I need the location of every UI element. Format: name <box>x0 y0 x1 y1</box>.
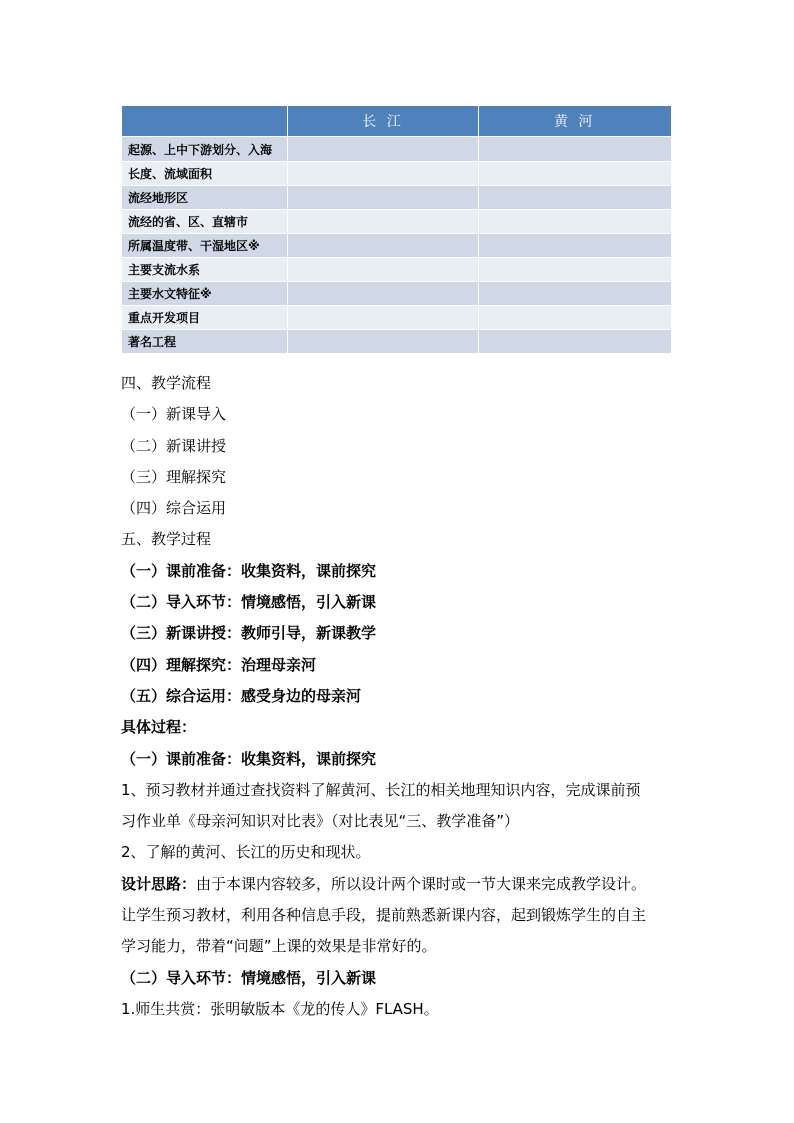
table-row <box>122 234 671 258</box>
table-row <box>122 306 671 330</box>
header-blank <box>122 106 288 137</box>
row-label: 流经地形区 <box>122 186 288 210</box>
cell-yellow-river <box>479 186 671 210</box>
process-item: （五）综合运用：感受身边的母亲河 <box>121 686 362 705</box>
process-item: （三）新课讲授：教师引导，新课教学 <box>121 624 377 643</box>
table-row <box>122 137 671 162</box>
design-label: 设计思路： <box>121 874 197 893</box>
cell-yangtze <box>288 162 479 186</box>
cell-yangtze <box>288 137 479 162</box>
row-label: 所属温度带、干湿地区※ <box>122 234 288 258</box>
table-row <box>122 162 671 186</box>
design-text: 由于本课内容较多，所以设计两个课时或一节大课来完成教学设计。 <box>196 874 647 893</box>
table-row <box>122 330 671 354</box>
cell-yellow-river <box>479 137 671 162</box>
comparison-table <box>121 106 671 354</box>
row-label: 著名工程 <box>122 330 288 354</box>
cell-yangtze <box>288 306 479 330</box>
body-text <box>121 368 681 1025</box>
list-item: 1.师生共赏：张明敏版本《龙的传人》FLASH。 <box>121 999 439 1018</box>
paragraph-line <box>121 869 681 900</box>
cell-yangtze <box>288 330 479 354</box>
table-row <box>122 210 671 234</box>
process-item: （四）理解探究：治理母亲河 <box>121 655 317 674</box>
cell-yangtze <box>288 258 479 282</box>
section-heading: （二）导入环节：情境感悟，引入新课 <box>121 968 377 987</box>
header-yellow-river: 黄 河 <box>479 106 671 137</box>
cell-yellow-river <box>479 306 671 330</box>
cell-yellow-river <box>479 258 671 282</box>
cell-yellow-river <box>479 162 671 186</box>
row-label: 流经的省、区、直辖市 <box>122 210 288 234</box>
paragraph-line: 让学生预习教材，利用各种信息手段，提前熟悉新课内容，起到锻炼学生的自主 <box>121 906 647 925</box>
cell-yellow-river <box>479 234 671 258</box>
cell-yangtze <box>288 234 479 258</box>
process-item: （二）导入环节：情境感悟，引入新课 <box>121 593 377 612</box>
flow-item: （三）理解探究 <box>121 467 227 486</box>
cell-yellow-river <box>479 282 671 306</box>
row-label: 重点开发项目 <box>122 306 288 330</box>
paragraph-line: 习作业单《母亲河知识对比表》（对比表见“三、教学准备”） <box>121 812 520 831</box>
flow-item: （四）综合运用 <box>121 499 227 518</box>
header-yangtze: 长 江 <box>288 106 479 137</box>
row-label: 长度、流域面积 <box>122 162 288 186</box>
table-row <box>122 282 671 306</box>
table-row <box>122 186 671 210</box>
paragraph-history: 2、了解的黄河、长江的历史和现状。 <box>121 843 371 862</box>
cell-yangtze <box>288 282 479 306</box>
row-label: 主要水文特征※ <box>122 282 288 306</box>
heading-teaching-process: 五、教学过程 <box>121 530 212 549</box>
flow-item: （一）新课导入 <box>121 405 227 424</box>
heading-teaching-flow: 四、教学流程 <box>121 374 212 392</box>
cell-yangtze <box>288 186 479 210</box>
paragraph-design <box>121 869 681 963</box>
table-row <box>122 258 671 282</box>
row-label: 起源、上中下游划分、入海 <box>122 137 288 162</box>
heading-specific-process: 具体过程： <box>121 718 197 737</box>
table-header-row <box>122 106 671 137</box>
row-label: 主要支流水系 <box>122 258 288 282</box>
flow-item: （二）新课讲授 <box>121 436 227 455</box>
cell-yangtze <box>288 210 479 234</box>
process-item: （一）课前准备：收集资料，课前探究 <box>121 561 377 580</box>
paragraph-preview <box>121 775 681 838</box>
cell-yellow-river <box>479 330 671 354</box>
cell-yellow-river <box>479 210 671 234</box>
paragraph-line: 学习能力，带着“问题”上课的效果是非常好的。 <box>121 937 437 956</box>
section-heading: （一）课前准备：收集资料，课前探究 <box>121 749 377 768</box>
paragraph-line: 1、预习教材并通过查找资料了解黄河、长江的相关地理知识内容，完成课前预 <box>121 780 641 799</box>
